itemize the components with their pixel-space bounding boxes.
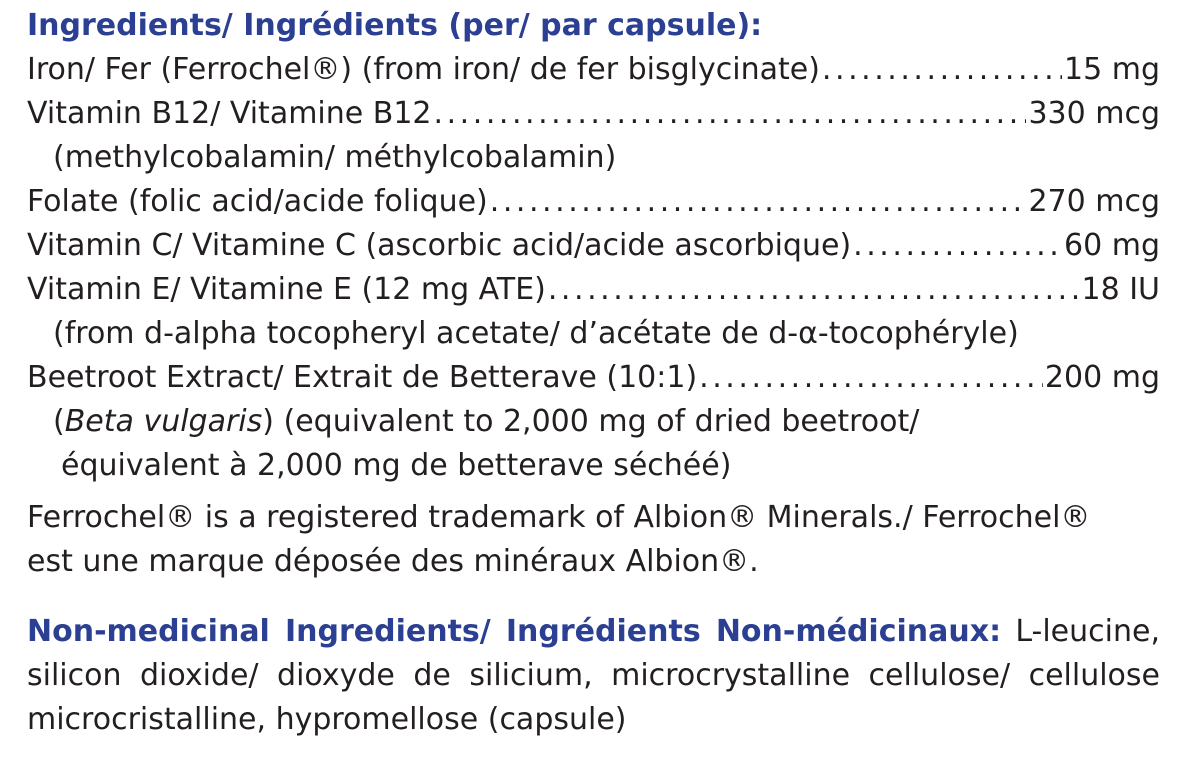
ingredient-row-beetroot xyxy=(27,356,1160,400)
ingredient-name: Vitamin E/ Vitamine E (12 mg ATE) xyxy=(27,272,546,307)
non-medicinal-heading: Non-medicinal Ingredients/ Ingrédients Non-médicinaux: xyxy=(27,614,1002,649)
non-medicinal-text: L-leucine, silicon dioxide/ dioxyde de silicium, microcrystalline cellulose/ cellulose microcristalline, hypromellose (capsule) xyxy=(27,614,1160,737)
trademark-note xyxy=(27,496,1160,584)
dot-leader xyxy=(490,180,1027,224)
dot-leader xyxy=(434,92,1027,136)
ingredient-amount: 18 IU xyxy=(1081,272,1160,307)
subline-rest: ) (equivalent to 2,000 mg of dried beetroot/ xyxy=(262,404,920,439)
ingredient-subline xyxy=(27,400,1160,444)
ingredient-name: Vitamin B12/ Vitamine B12 xyxy=(27,96,432,131)
trademark-note-line-1: Ferrochel® is a registered trademark of Albion® Minerals./ Ferrochel® xyxy=(27,500,1091,535)
ingredient-name: Iron/ Fer (Ferrochel®) (from iron/ de fer bisglycinate) xyxy=(27,52,820,87)
ingredient-name: Vitamin C/ Vitamine C (ascorbic acid/acide ascorbique) xyxy=(27,228,852,263)
ingredient-subline: (from d-alpha tocopheryl acetate/ d’acétate de d-α-tocophéryle) xyxy=(53,316,1019,351)
ingredient-row-b12 xyxy=(27,92,1160,136)
trademark-note-line-2: est une marque déposée des minéraux Albion®. xyxy=(27,544,759,579)
non-medicinal-ingredients xyxy=(27,610,1160,742)
subline-open-paren: ( xyxy=(53,404,65,439)
ingredient-row-folate xyxy=(27,180,1160,224)
ingredients-heading: Ingredients/ Ingrédients (per/ par capsule): xyxy=(27,8,763,43)
ingredient-row-vitamin-c xyxy=(27,224,1160,268)
dot-leader xyxy=(699,356,1043,400)
ingredient-subline-2: équivalent à 2,000 mg de betterave séchéé) xyxy=(61,448,732,483)
dot-leader xyxy=(853,224,1062,268)
dot-leader xyxy=(822,48,1062,92)
ingredient-row-vitamin-e xyxy=(27,268,1160,312)
botanical-name: Beta vulgaris xyxy=(64,404,263,439)
ingredient-amount: 270 mcg xyxy=(1028,184,1160,219)
ingredient-row-iron xyxy=(27,48,1160,92)
ingredient-amount: 330 mcg xyxy=(1028,96,1160,131)
dot-leader xyxy=(548,268,1080,312)
ingredient-amount: 60 mg xyxy=(1064,228,1160,263)
ingredient-name: Beetroot Extract/ Extrait de Betterave (10:1) xyxy=(27,360,698,395)
ingredient-name: Folate (folic acid/acide folique) xyxy=(27,184,488,219)
ingredient-amount: 200 mg xyxy=(1044,360,1160,395)
ingredient-subline: (methylcobalamin/ méthylcobalamin) xyxy=(53,140,617,175)
ingredient-amount: 15 mg xyxy=(1064,52,1160,87)
